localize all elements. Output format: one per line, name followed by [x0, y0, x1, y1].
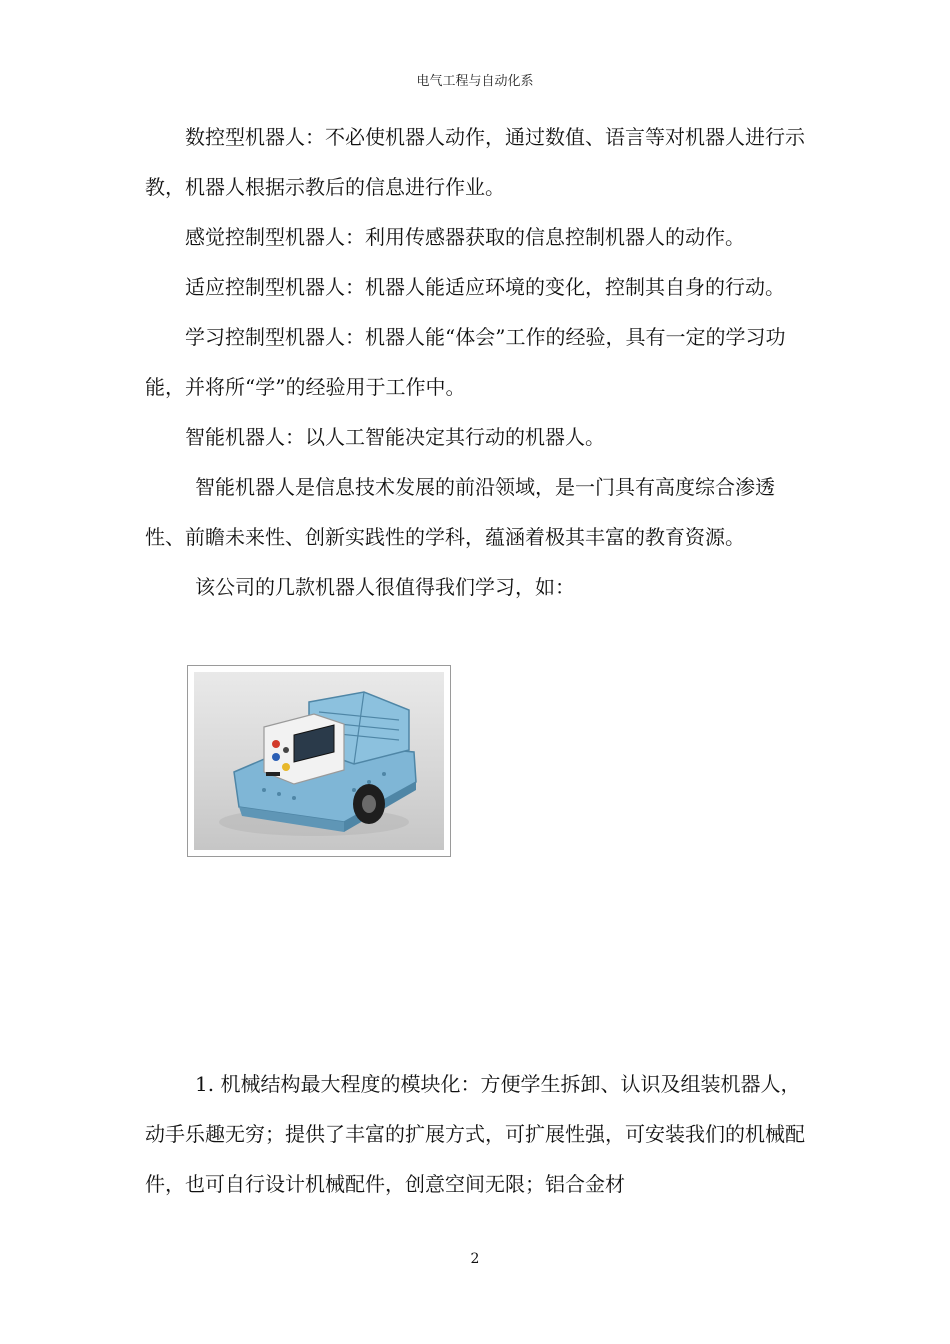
- robot-figure: [187, 665, 451, 857]
- page-header: 电气工程与自动化系: [416, 74, 534, 89]
- paragraph-learning-robot: 学习控制型机器人：机器人能“体会”工作的经验，具有一定的学习功能，并将所“学”的经验用于工作中。: [145, 325, 786, 399]
- paragraph-intelligent-robot: 智能机器人：以人工智能决定其行动的机器人。: [185, 425, 605, 449]
- paragraph-adaptive-robot: 适应控制型机器人：机器人能适应环境的变化，控制其自身的行动。: [185, 275, 785, 299]
- robot-photo-icon: [194, 672, 446, 852]
- paragraph-cnc-robot: 数控型机器人：不必使机器人动作，通过数值、语言等对机器人进行示教，机器人根据示教后的信息进行作业。: [145, 125, 805, 199]
- paragraph-company-robots: 该公司的几款机器人很值得我们学习，如：: [195, 575, 575, 599]
- page-number: 2: [470, 1251, 480, 1267]
- paragraph-modular-structure: 1. 机械结构最大程度的模块化：方便学生拆卸、认识及组装机器人，动手乐趣无穷；提供了丰富的扩展方式，可扩展性强，可安装我们的机械配件，也可自行设计机械配件，创意空间无限；铝合金材: [145, 1072, 805, 1196]
- body-text-top: [145, 112, 805, 612]
- paragraph-intelligent-robot-field: 智能机器人是信息技术发展的前沿领域，是一门具有高度综合渗透性、前瞻未来性、创新实践性的学科，蕴涵着极其丰富的教育资源。: [145, 475, 775, 549]
- body-text-bottom: [145, 1059, 805, 1209]
- paragraph-sensor-robot: 感觉控制型机器人：利用传感器获取的信息控制机器人的动作。: [185, 225, 745, 249]
